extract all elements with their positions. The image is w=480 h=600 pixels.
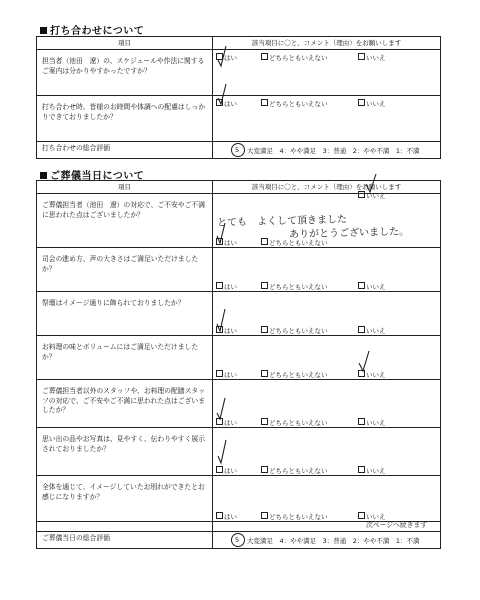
option-neutral[interactable]: どちらともいえない	[261, 370, 328, 380]
column-header-item: 項目	[37, 37, 213, 50]
option-no[interactable]: いいえ	[358, 191, 386, 201]
question-text: 担当者（池田 遼）の、スケジュールや作法に関するご案内は分かりやすかったですか？	[37, 50, 213, 96]
question-text: 全体を通じて、イメージしていたお別れができたとお感じになりますか？	[37, 476, 213, 522]
rating-scale: 大変満足 4：やや満足 3：普通 2：やや不満 1：不満	[247, 147, 420, 155]
checkbox-icon[interactable]	[358, 326, 365, 333]
option-neutral[interactable]: どちらともいえない	[261, 282, 328, 292]
checkbox-icon[interactable]	[358, 53, 365, 60]
checkbox-icon[interactable]	[261, 418, 268, 425]
option-neutral[interactable]: どちらともいえない	[261, 99, 328, 109]
question-text: 打ち合わせ時、皆様のお時間や体調への配慮はしっかりできておりましたか？	[37, 96, 213, 142]
question-text: お料理の味とボリュームにはご満足いただけましたか？	[37, 336, 213, 380]
checkbox-icon[interactable]	[216, 466, 223, 473]
checkbox-icon[interactable]	[261, 238, 268, 245]
checkbox-icon[interactable]	[216, 53, 223, 60]
answer-cell	[213, 50, 441, 96]
checkbox-icon[interactable]	[358, 512, 365, 519]
option-yes[interactable]: はい	[216, 466, 237, 476]
rating-scale: 大変満足 4：やや満足 3：普通 2：やや不満 1：不満	[247, 537, 420, 545]
column-header-item: 項目	[37, 181, 213, 194]
checkbox-icon[interactable]	[216, 238, 223, 245]
checkbox-icon[interactable]	[261, 326, 268, 333]
overall-rating-label: ご葬儀当日の総合評価	[37, 532, 213, 549]
spacer-cell	[37, 522, 213, 532]
checkbox-icon[interactable]	[261, 282, 268, 289]
option-yes[interactable]: はい	[216, 418, 237, 428]
answer-cell	[213, 467, 441, 522]
section-marker-icon	[40, 27, 47, 34]
section2-title: ご葬儀当日について	[40, 167, 144, 182]
option-no[interactable]: いいえ	[358, 282, 386, 292]
answer-cell	[213, 96, 441, 142]
option-neutral[interactable]: どちらともいえない	[261, 53, 328, 63]
checkbox-icon[interactable]	[358, 370, 365, 377]
handwritten-comment-line2: ありがとうございました。	[288, 226, 410, 241]
option-neutral[interactable]: どちらともいえない	[261, 238, 328, 248]
question-text: 司会の進め方、声の大きさはご満足いただけましたか？	[37, 248, 213, 292]
overall-rating-cell[interactable]	[213, 532, 441, 549]
checkbox-icon[interactable]	[358, 418, 365, 425]
section2-table	[36, 180, 441, 549]
option-no[interactable]: いいえ	[358, 512, 386, 522]
question-text: 祭壇はイメージ通りに飾られておりましたか？	[37, 292, 213, 336]
checkbox-icon[interactable]	[261, 99, 268, 106]
option-yes[interactable]: はい	[216, 370, 237, 380]
checkbox-icon[interactable]	[216, 418, 223, 425]
option-neutral[interactable]: どちらともいえない	[261, 512, 328, 522]
option-no[interactable]: いいえ	[358, 370, 386, 380]
column-header-instruction: 該当項目に〇と、コメント（理由）をお願いします	[213, 37, 441, 50]
checkbox-icon[interactable]	[261, 53, 268, 60]
rating-choice: 5	[235, 536, 240, 544]
checkbox-icon[interactable]	[261, 512, 268, 519]
continue-note: 次ページへ続きます	[366, 521, 428, 529]
question-text: ご葬儀担当者（池田 遼）の対応で、ご不安やご不満に思われた点はございましたか？	[37, 194, 213, 248]
option-no[interactable]: いいえ	[358, 53, 386, 63]
checkbox-icon[interactable]	[358, 99, 365, 106]
overall-rating-label: 打ち合わせの総合評価	[37, 142, 213, 159]
overall-rating-cell[interactable]	[213, 142, 441, 159]
rating-choice: 5	[235, 146, 240, 154]
checkbox-icon[interactable]	[216, 326, 223, 333]
section-marker-icon	[40, 172, 47, 179]
option-yes[interactable]: はい	[216, 238, 237, 248]
option-yes[interactable]: はい	[216, 326, 237, 336]
checkbox-icon[interactable]	[261, 370, 268, 377]
option-no[interactable]: いいえ	[358, 466, 386, 476]
checkbox-icon[interactable]	[358, 466, 365, 473]
option-yes[interactable]: はい	[216, 99, 237, 109]
section1-table	[36, 36, 441, 159]
option-yes[interactable]: はい	[216, 282, 237, 292]
column-header-instruction: 該当項目に〇と、コメント（理由）をお願いします	[213, 181, 441, 194]
option-no[interactable]: いいえ	[358, 418, 386, 428]
option-no[interactable]: いいえ	[358, 99, 386, 109]
checkbox-icon[interactable]	[358, 191, 365, 198]
section1-title: 打ち合わせについて	[40, 22, 144, 37]
option-yes[interactable]: はい	[216, 53, 237, 63]
checkbox-icon[interactable]	[216, 512, 223, 519]
checkbox-icon[interactable]	[216, 282, 223, 289]
option-neutral[interactable]: どちらともいえない	[261, 466, 328, 476]
option-no[interactable]: いいえ	[358, 326, 386, 336]
checkbox-icon[interactable]	[358, 282, 365, 289]
checkbox-icon[interactable]	[261, 466, 268, 473]
question-text: ご葬儀担当者以外のスタッフや、お料理の配膳スタッフの対応で、ご不安やご不満に思われた点はございましたか？	[37, 380, 213, 428]
checkbox-icon[interactable]	[216, 370, 223, 377]
option-neutral[interactable]: どちらともいえない	[261, 418, 328, 428]
option-neutral[interactable]: どちらともいえない	[261, 326, 328, 336]
option-yes[interactable]: はい	[216, 512, 237, 522]
question-text: 思い出の品やお写真は、見やすく、伝わりやすく展示されておりましたか？	[37, 428, 213, 476]
handwritten-comment-line1: とても よくして頂きました	[216, 214, 348, 229]
checkbox-icon[interactable]	[216, 99, 223, 106]
